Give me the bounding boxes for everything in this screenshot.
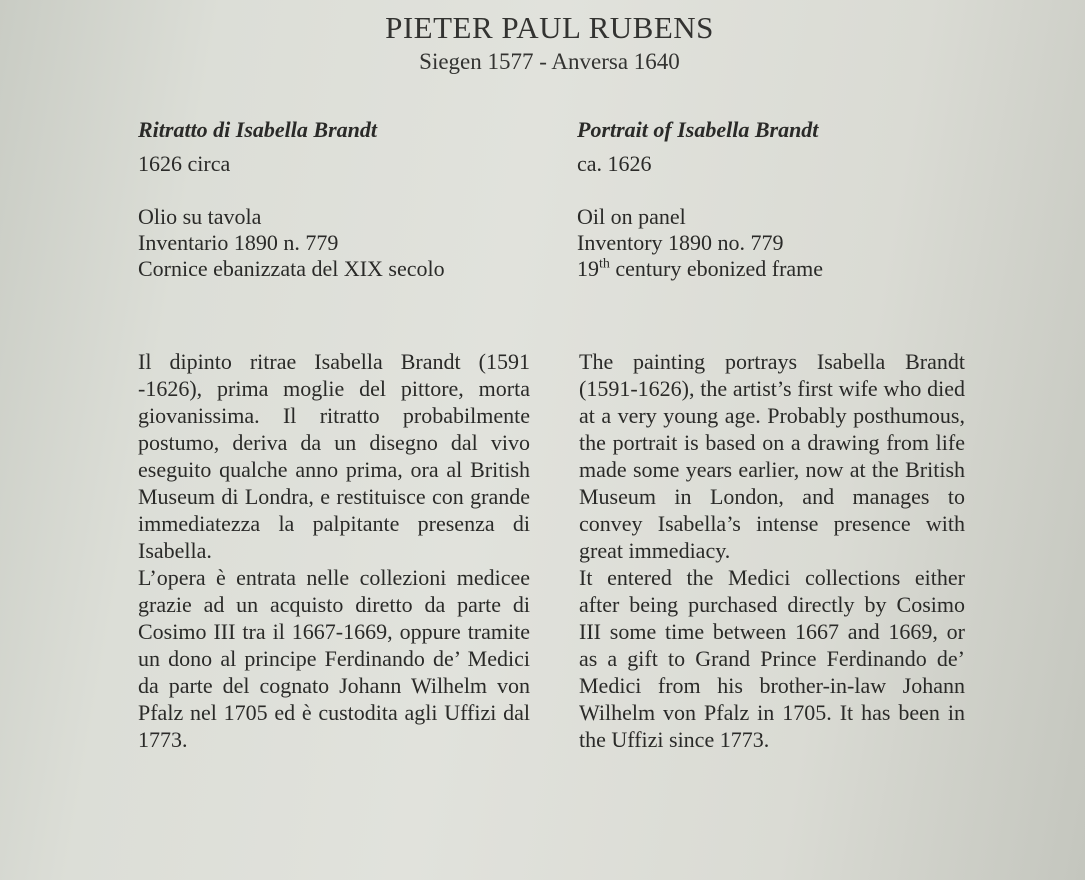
english-info-column bbox=[577, 116, 967, 282]
english-frame-ordinal: 19 bbox=[577, 256, 599, 281]
italian-paragraph-1: Il dipinto ritrae Isabella Brandt (1591 -1626), prima moglie del pittore, morta giovanissima. Il ritratto probabilmente postumo, deriva da un disegno dal vivo eseguito qualche anno prima, ora al British Museum di Londra, e restituisce con grande immediatezza la palpitante presenza di Isabella. bbox=[138, 349, 530, 563]
english-description bbox=[579, 348, 965, 753]
english-paragraph-1: The painting portrays Isabella Brandt (1591-1626), the artist’s first wife who died at a very young age. Probably posthumous, the portrait is based on a drawing from life made some years earlier, now at the British Museum in London, and manages to convey Isabella’s intense presence with great immediacy. bbox=[579, 349, 965, 563]
english-frame-text: century ebonized frame bbox=[609, 256, 824, 281]
italian-medium: Olio su tavola bbox=[138, 204, 262, 229]
english-medium: Oil on panel bbox=[577, 204, 686, 229]
italian-frame: Cornice ebanizzata del XIX secolo bbox=[138, 256, 445, 281]
italian-description bbox=[138, 348, 530, 753]
english-frame bbox=[577, 256, 967, 282]
english-work-details bbox=[577, 204, 967, 282]
italian-info-column bbox=[138, 116, 528, 282]
italian-work-details bbox=[138, 204, 528, 282]
english-frame-ordinal-suffix: th bbox=[599, 256, 610, 272]
english-inventory: Inventory 1890 no. 779 bbox=[577, 230, 784, 255]
italian-work-date: 1626 circa bbox=[138, 151, 231, 176]
italian-inventory: Inventario 1890 n. 779 bbox=[138, 230, 339, 255]
italian-work-title: Ritratto di Isabella Brandt bbox=[138, 117, 377, 142]
english-work-date: ca. 1626 bbox=[577, 151, 652, 176]
artist-name: PIETER PAUL RUBENS bbox=[385, 10, 714, 45]
italian-paragraph-2: L’opera è entrata nelle collezioni medicee grazie ad un acquisto diretto da parte di Cosimo III tra il 1667-1669, oppure tramite un dono al principe Ferdinando de’ Medici da parte del cognato Johann Wilhelm von Pfalz nel 1705 ed è custodita agli Uffizi dal 1773. bbox=[138, 565, 530, 752]
english-work-title: Portrait of Isabella Brandt bbox=[577, 117, 819, 142]
artist-lifespan: Siegen 1577 - Anversa 1640 bbox=[419, 49, 680, 74]
placard-header bbox=[0, 8, 1085, 76]
english-paragraph-2: It entered the Medici collections either after being purchased directly by Cosimo III some time between 1667 and 1669, or as a gift to Grand Prince Ferdinando de’ Medici from his brother-in-law Johann Wilhelm von Pfalz in 1705. It has been in the Uffizi since 1773. bbox=[579, 565, 965, 752]
